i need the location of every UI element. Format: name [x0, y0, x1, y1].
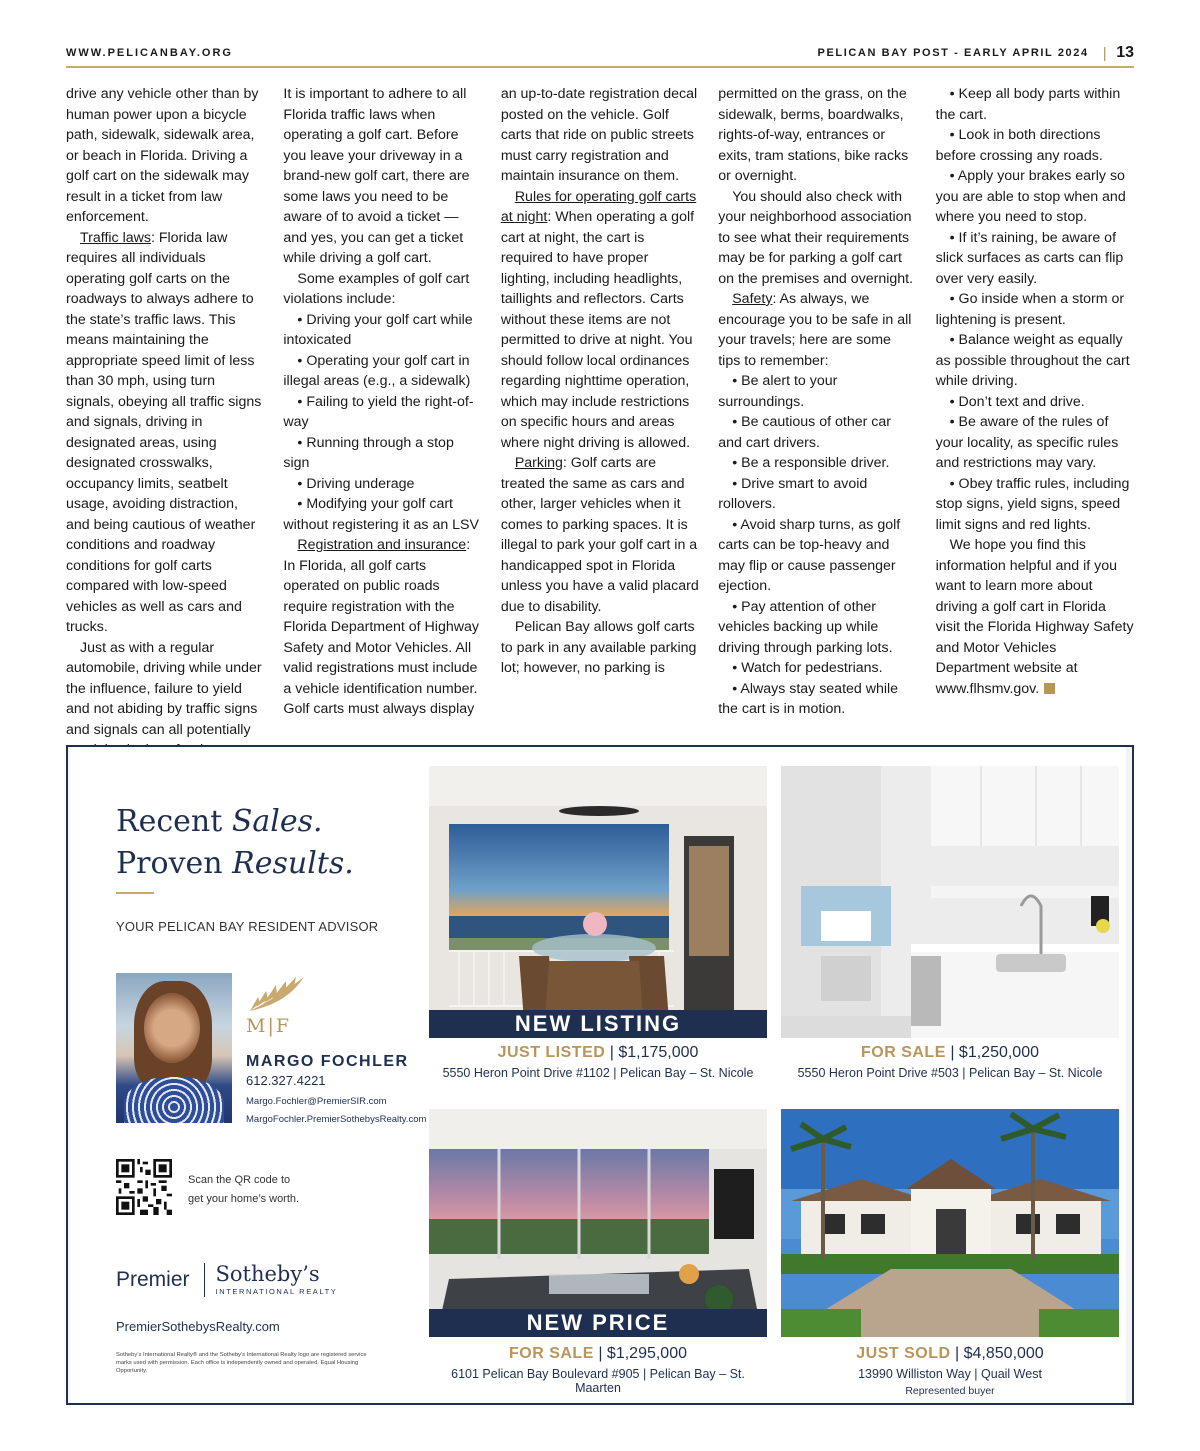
listing-address: 13990 Williston Way | Quail West	[858, 1367, 1042, 1381]
publication-header	[818, 44, 1134, 62]
listing-card	[429, 1109, 767, 1399]
article-column-2	[283, 84, 481, 781]
agent-photo	[116, 973, 232, 1123]
paragraph: Some examples of golf cart violations include:	[283, 270, 470, 307]
list-item: • Driving underage	[297, 475, 415, 492]
divider	[116, 892, 154, 894]
listing-photo	[781, 1109, 1119, 1337]
ad-panel	[70, 747, 1128, 1403]
list-item: • Watch for pedestrians.	[732, 660, 883, 676]
site-url: WWW.PELICANBAY.ORG	[66, 47, 233, 59]
list-item: • Failing to yield the right-of-way	[283, 393, 474, 430]
brand-website: PremierSothebysRealty.com	[116, 1319, 280, 1334]
page-number: 13	[1116, 44, 1134, 61]
list-item: • Be aware of the rules of your locality, as specific rules and restrictions may vary.	[935, 414, 1119, 471]
publication-title: PELICAN BAY POST - EARLY APRIL 2024	[817, 47, 1089, 59]
listing-address: 6101 Pelican Bay Boulevard #905 | Pelican Bay – St. Maarten	[451, 1367, 745, 1395]
list-item: • Obey traffic rules, including stop signs, yield signs, speed limit signs and red lights.	[935, 475, 1130, 533]
article-column-5	[936, 84, 1134, 781]
monogram: M|F	[246, 1015, 292, 1037]
end-mark-icon	[1044, 683, 1055, 694]
agent-name: MARGO FOCHLER	[246, 1053, 409, 1070]
listing-price-line: JUST SOLD | $4,850,000	[856, 1345, 1044, 1362]
listing-address: 5550 Heron Point Drive #503 | Pelican Bay – St. Nicole	[797, 1066, 1103, 1080]
listing-card	[429, 766, 767, 1096]
ad-edge	[1126, 747, 1132, 1403]
list-item: • Be alert to your surroundings.	[718, 373, 838, 410]
paragraph: Pelican Bay allows golf carts to park in any available parking lot; however, no parking is	[500, 619, 697, 676]
list-item: • Apply your brakes early so you are able to stop when and where you need to stop.	[935, 168, 1126, 225]
list-item: • Be a responsible driver.	[732, 455, 890, 471]
list-item: • Running through a stop sign	[283, 434, 454, 471]
legal-disclaimer: Sotheby’s International Realty® and the Sotheby’s International Realty logo are registered service marks used with permission. Each office is independently owned and operated. Equal Housing Opportunity.	[116, 1352, 367, 1374]
listing-banner: NEW LISTING	[429, 1010, 767, 1038]
listing-photo	[781, 766, 1119, 1038]
brand-sothebys: Sotheby’s INTERNATIONAL REALTY	[215, 1262, 338, 1296]
listing-address: 5550 Heron Point Drive #1102 | Pelican Bay – St. Nicole	[442, 1066, 754, 1080]
list-item: • Operating your golf cart in illegal areas (e.g., a sidewalk)	[283, 352, 471, 389]
section-label: Registration and insurance	[297, 537, 467, 553]
list-item: • Always stay seated while the cart is in motion.	[718, 680, 899, 717]
paragraph	[718, 289, 916, 371]
paragraph: It is important to adhere to all Florida traffic laws when operating a golf cart. Before you leave your driveway in a brand-new golf cart, there are some laws you need to be aware of to avoid a ticket — and yes, you can get a ticket while driving a golf cart.	[283, 86, 470, 266]
paragraph-text: : Florida law requires all individuals operating golf carts on the roadways to always adhere to the state’s traffic laws. This means maintaining the appropriate speed limit of less than 30 mph, using turn signals, obeying all traffic signs and signals, driving in designated areas, using designated crosswalks, occupancy limits, seatbelt usage, avoiding distraction, and being cautious of weather conditions and roadway conditions for golf carts compared with low-speed vehicles as well as cars and trucks.	[66, 229, 262, 635]
header-separator: |	[1102, 44, 1109, 62]
paragraph-text: : In Florida, all golf carts operated on public roads require registration with the Florida Department of Highway Safety and Motor Vehicles. All valid registrations must include a vehicle identification number. Golf carts must always display	[283, 537, 479, 717]
agent-email: Margo.Fochler@PremierSIR.com	[246, 1096, 387, 1107]
list-item: • Be cautious of other car and cart drivers.	[718, 414, 891, 451]
section-label: Parking	[514, 455, 563, 471]
header-rule	[66, 66, 1134, 68]
listing-price-line: FOR SALE | $1,250,000	[860, 1044, 1039, 1061]
paragraph: drive any vehicle other than by human power upon a bicycle path, sidewalk, sidewalk area, or beach in Florida. Driving a golf cart on the sidewalk may result in a ticket from law enforcement.	[66, 86, 259, 225]
listing-price-line: JUST LISTED | $1,175,000	[497, 1044, 699, 1061]
list-item: • Keep all body parts within the cart.	[935, 86, 1121, 123]
agent-phone: 612.327.4221	[246, 1073, 326, 1088]
paragraph	[66, 228, 264, 638]
advisor-tagline: YOUR PELICAN BAY RESIDENT ADVISOR	[116, 919, 379, 934]
qr-caption: Scan the QR code to get your home’s worth.	[188, 1174, 300, 1205]
article-column-1	[66, 84, 264, 781]
article-column-4	[718, 84, 916, 781]
list-item: • If it’s raining, be aware of slick surfaces as carts can flip over very easily.	[935, 229, 1124, 287]
paragraph-text: : As always, we encourage you to be safe in all your travels; here are some tips to remember:	[718, 291, 912, 369]
paragraph: You should also check with your neighborhood association to see what their requirements may be for parking a golf cart on the premises and overnight.	[718, 188, 914, 287]
article-body	[66, 84, 1134, 781]
ad-headline: Recent Sales. Proven Results.	[116, 804, 354, 881]
brand-premier: Premier	[116, 1268, 190, 1291]
article-column-3	[501, 84, 699, 781]
list-item: • Don’t text and drive.	[949, 393, 1085, 410]
listing-card	[781, 1109, 1119, 1399]
palm-leaf-icon	[246, 973, 306, 1053]
paragraph-text: : When operating a golf cart at night, the cart is required to have proper lighting, including headlights, taillights and reflectors. Carts without these items are not permitted to drive at night. You should follow local ordinances regarding nighttime operation, which may include restrictions on specific hours and areas where night driving is allowed.	[500, 209, 695, 451]
qr-code-icon	[116, 1159, 172, 1215]
paragraph: Just as with a regular automobile, driving while under the influence, failure to yield and not abiding by traffic signs and signals can all potentially	[66, 639, 262, 738]
list-item: • Driving your golf cart while intoxicated	[283, 311, 473, 348]
list-item: • Modifying your golf cart without registering it as an LSV	[283, 496, 479, 533]
listing-photo	[429, 766, 767, 1038]
listing-note: Represented buyer	[905, 1385, 995, 1397]
section-label: Traffic laws	[80, 229, 151, 246]
paragraph-text: : Golf carts are treated the same as cars and other, larger vehicles when it comes to parking spaces. It is illegal to park your golf cart in a handicapped spot in Florida unless you have a valid placard due to disability.	[500, 455, 699, 615]
closing-paragraph: We hope you find this information helpful and if you want to learn more about driving a golf cart in Florida visit the Florida Highway Safety and Motor Vehicles Department website at www.flhsmv.gov.	[935, 537, 1134, 697]
listing-card	[781, 766, 1119, 1096]
list-item: • Look in both directions before crossing any roads.	[935, 127, 1103, 164]
paragraph: an up-to-date registration decal posted on the vehicle. Golf carts that ride on public streets must carry registration and maintain insurance on them.	[500, 86, 698, 184]
paragraph	[283, 535, 481, 720]
brand-logo	[116, 1263, 337, 1297]
realty-advertisement	[66, 745, 1134, 1405]
list-item: • Pay attention of other vehicles backing up while driving through parking lots.	[718, 598, 893, 656]
paragraph	[501, 453, 699, 617]
list-item: • Drive smart to avoid rollovers.	[718, 475, 868, 512]
paragraph: permitted on the grass, on the sidewalk, berms, boardwalks, rights-of-way, entrances or exits, tram stations, bike racks or overnight.	[718, 86, 909, 184]
section-label: Safety	[732, 291, 773, 307]
listing-banner: NEW PRICE	[429, 1309, 767, 1337]
list-item: • Avoid sharp turns, as golf carts can be top-heavy and may flip or cause passenger ejection.	[718, 516, 901, 594]
listing-photo	[429, 1109, 767, 1337]
list-item: • Balance weight as equally as possible throughout the cart while driving.	[935, 332, 1130, 389]
section-label: Rules for operating golf carts at night	[500, 188, 697, 225]
listing-price-line: FOR SALE | $1,295,000	[508, 1345, 687, 1362]
agent-website: MargoFochler.PremierSothebysRealty.com	[246, 1114, 427, 1125]
paragraph	[501, 187, 699, 454]
list-item: • Go inside when a storm or lightening is present.	[935, 291, 1125, 328]
